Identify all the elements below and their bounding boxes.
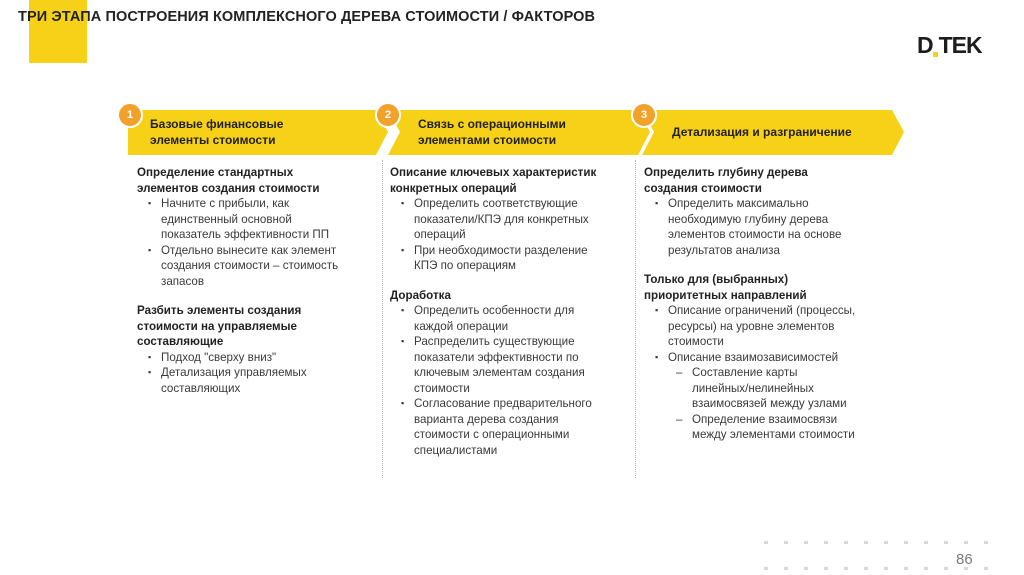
- heading-line: Разбить элементы создания: [137, 304, 302, 317]
- section-heading: [390, 288, 635, 304]
- page-number: 86: [956, 551, 973, 568]
- line: стоимости: [668, 335, 724, 348]
- line: ▪ Определить максимально: [668, 197, 809, 210]
- line: линейных/нелинейных: [692, 381, 814, 395]
- list-item: [644, 303, 904, 350]
- bullet-list: [390, 303, 635, 458]
- line: стоимости: [414, 381, 470, 395]
- stage-2-content: [390, 165, 635, 458]
- list-item: [390, 303, 635, 334]
- bullet-list: [137, 350, 377, 397]
- heading-line: стоимости на управляемые: [137, 319, 297, 333]
- list-item: [668, 365, 904, 412]
- line: ▪ Определить особенности для: [414, 304, 575, 317]
- line: ▪ Отдельно вынесите как элемент: [161, 243, 337, 257]
- list-item: [668, 412, 904, 443]
- stage-1-number-badge: 1: [117, 102, 143, 128]
- list-item: [137, 196, 377, 243]
- line: создания стоимости – стоимость: [161, 259, 339, 272]
- stage-1-label: [150, 116, 283, 148]
- section-heading: [390, 165, 635, 196]
- dtek-logo: D TEK: [917, 32, 982, 58]
- logo-dot: [933, 52, 938, 57]
- stage-1-band: [128, 110, 388, 155]
- heading-line: Описание ключевых характеристик: [390, 166, 597, 179]
- stage-2-band: [388, 110, 650, 155]
- decorative-dot-grid: [764, 531, 1014, 575]
- line: варианта дерева создания: [414, 412, 559, 426]
- line: каждой операции: [414, 319, 509, 333]
- list-item: [137, 243, 377, 290]
- line: показатели/КПЭ для конкретных: [414, 212, 589, 226]
- heading-line: Доработка: [390, 288, 451, 302]
- stage-1-content: [137, 165, 377, 396]
- page-title: ТРИ ЭТАПА ПОСТРОЕНИЯ КОМПЛЕКСНОГО ДЕРЕВА СТОИМОСТИ / ФАКТОРОВ: [18, 9, 596, 25]
- line: показатель эффективности ПП: [161, 228, 330, 241]
- column-separator: [382, 160, 383, 478]
- line: составляющих: [161, 381, 241, 395]
- list-item: [137, 350, 377, 366]
- column-separator: [635, 160, 636, 478]
- section-heading: [644, 165, 904, 196]
- bullet-list: [644, 303, 904, 365]
- line: ▪ Детализация управляемых: [161, 366, 307, 379]
- line: операций: [414, 228, 466, 241]
- section-heading: [137, 165, 377, 196]
- line: взаимосвязей между узлами: [692, 397, 847, 410]
- section-heading: [644, 272, 904, 303]
- line: стоимости с операционными: [414, 428, 570, 441]
- line: ▪ Начните с прибыли, как: [161, 197, 290, 210]
- bullet-list: [644, 196, 904, 258]
- stage-2-label: [418, 116, 566, 148]
- stage-2-label-line1: Связь с операционными: [418, 117, 566, 131]
- stage-1-label-line2: элементы стоимости: [150, 133, 276, 147]
- stage-2-label-line2: элементами стоимости: [418, 133, 557, 147]
- stage-3-band: [642, 110, 904, 155]
- line: показатели эффективности по: [414, 350, 579, 364]
- line: ▪ Согласование предварительного: [414, 397, 592, 410]
- dash-list: [644, 365, 904, 443]
- list-item: [644, 350, 904, 366]
- line: запасов: [161, 274, 205, 288]
- line: между элементами стоимости: [692, 428, 855, 441]
- list-item: [390, 196, 635, 243]
- list-item: [390, 334, 635, 396]
- heading-line: Определить глубину дерева: [644, 166, 808, 179]
- heading-line: создания стоимости: [644, 181, 762, 195]
- heading-line: Определение стандартных: [137, 166, 294, 179]
- stage-1-label-line1: Базовые финансовые: [150, 117, 284, 131]
- line: ресурсы) на уровне элементов: [668, 319, 835, 333]
- list-item: [390, 396, 635, 458]
- heading-line: приоритетных направлений: [644, 288, 807, 302]
- line: ▪ Определить соответствующие: [414, 197, 578, 210]
- stage-3-label-line1: Детализация и разграничение: [672, 125, 852, 139]
- line: результатов анализа: [668, 243, 780, 257]
- line: ▪ При необходимости разделение: [414, 243, 588, 257]
- line: – Определение взаимосвязи: [692, 412, 838, 426]
- stage-3-content: [644, 165, 904, 443]
- heading-line: составляющие: [137, 335, 224, 348]
- line: ▪ Описание ограничений (процессы,: [668, 304, 856, 317]
- line: единственный основной: [161, 212, 292, 226]
- list-item: [644, 196, 904, 258]
- section-heading: [137, 303, 377, 350]
- line: ▪ Описание взаимозависимостей: [668, 350, 839, 364]
- line: – Составление карты: [692, 366, 798, 379]
- stage-3-label: [672, 124, 852, 140]
- stage-3-number-badge: 3: [631, 102, 657, 128]
- heading-line: элементов создания стоимости: [137, 181, 320, 195]
- stage-2-number-badge: 2: [375, 102, 401, 128]
- line: ▪ Подход "сверху вниз": [161, 350, 277, 364]
- bullet-list: [390, 196, 635, 274]
- heading-line: конкретных операций: [390, 181, 517, 195]
- line: необходимую глубину дерева: [668, 212, 829, 226]
- bullet-list: [137, 196, 377, 289]
- line: специалистами: [414, 443, 498, 457]
- list-item: [137, 365, 377, 396]
- line: элементов стоимости на основе: [668, 228, 842, 241]
- line: ▪ Распределить существующие: [414, 335, 575, 348]
- list-item: [390, 243, 635, 274]
- heading-line: Только для (выбранных): [644, 273, 789, 286]
- line: ключевым элементам создания: [414, 366, 585, 379]
- line: КПЭ по операциям: [414, 259, 517, 272]
